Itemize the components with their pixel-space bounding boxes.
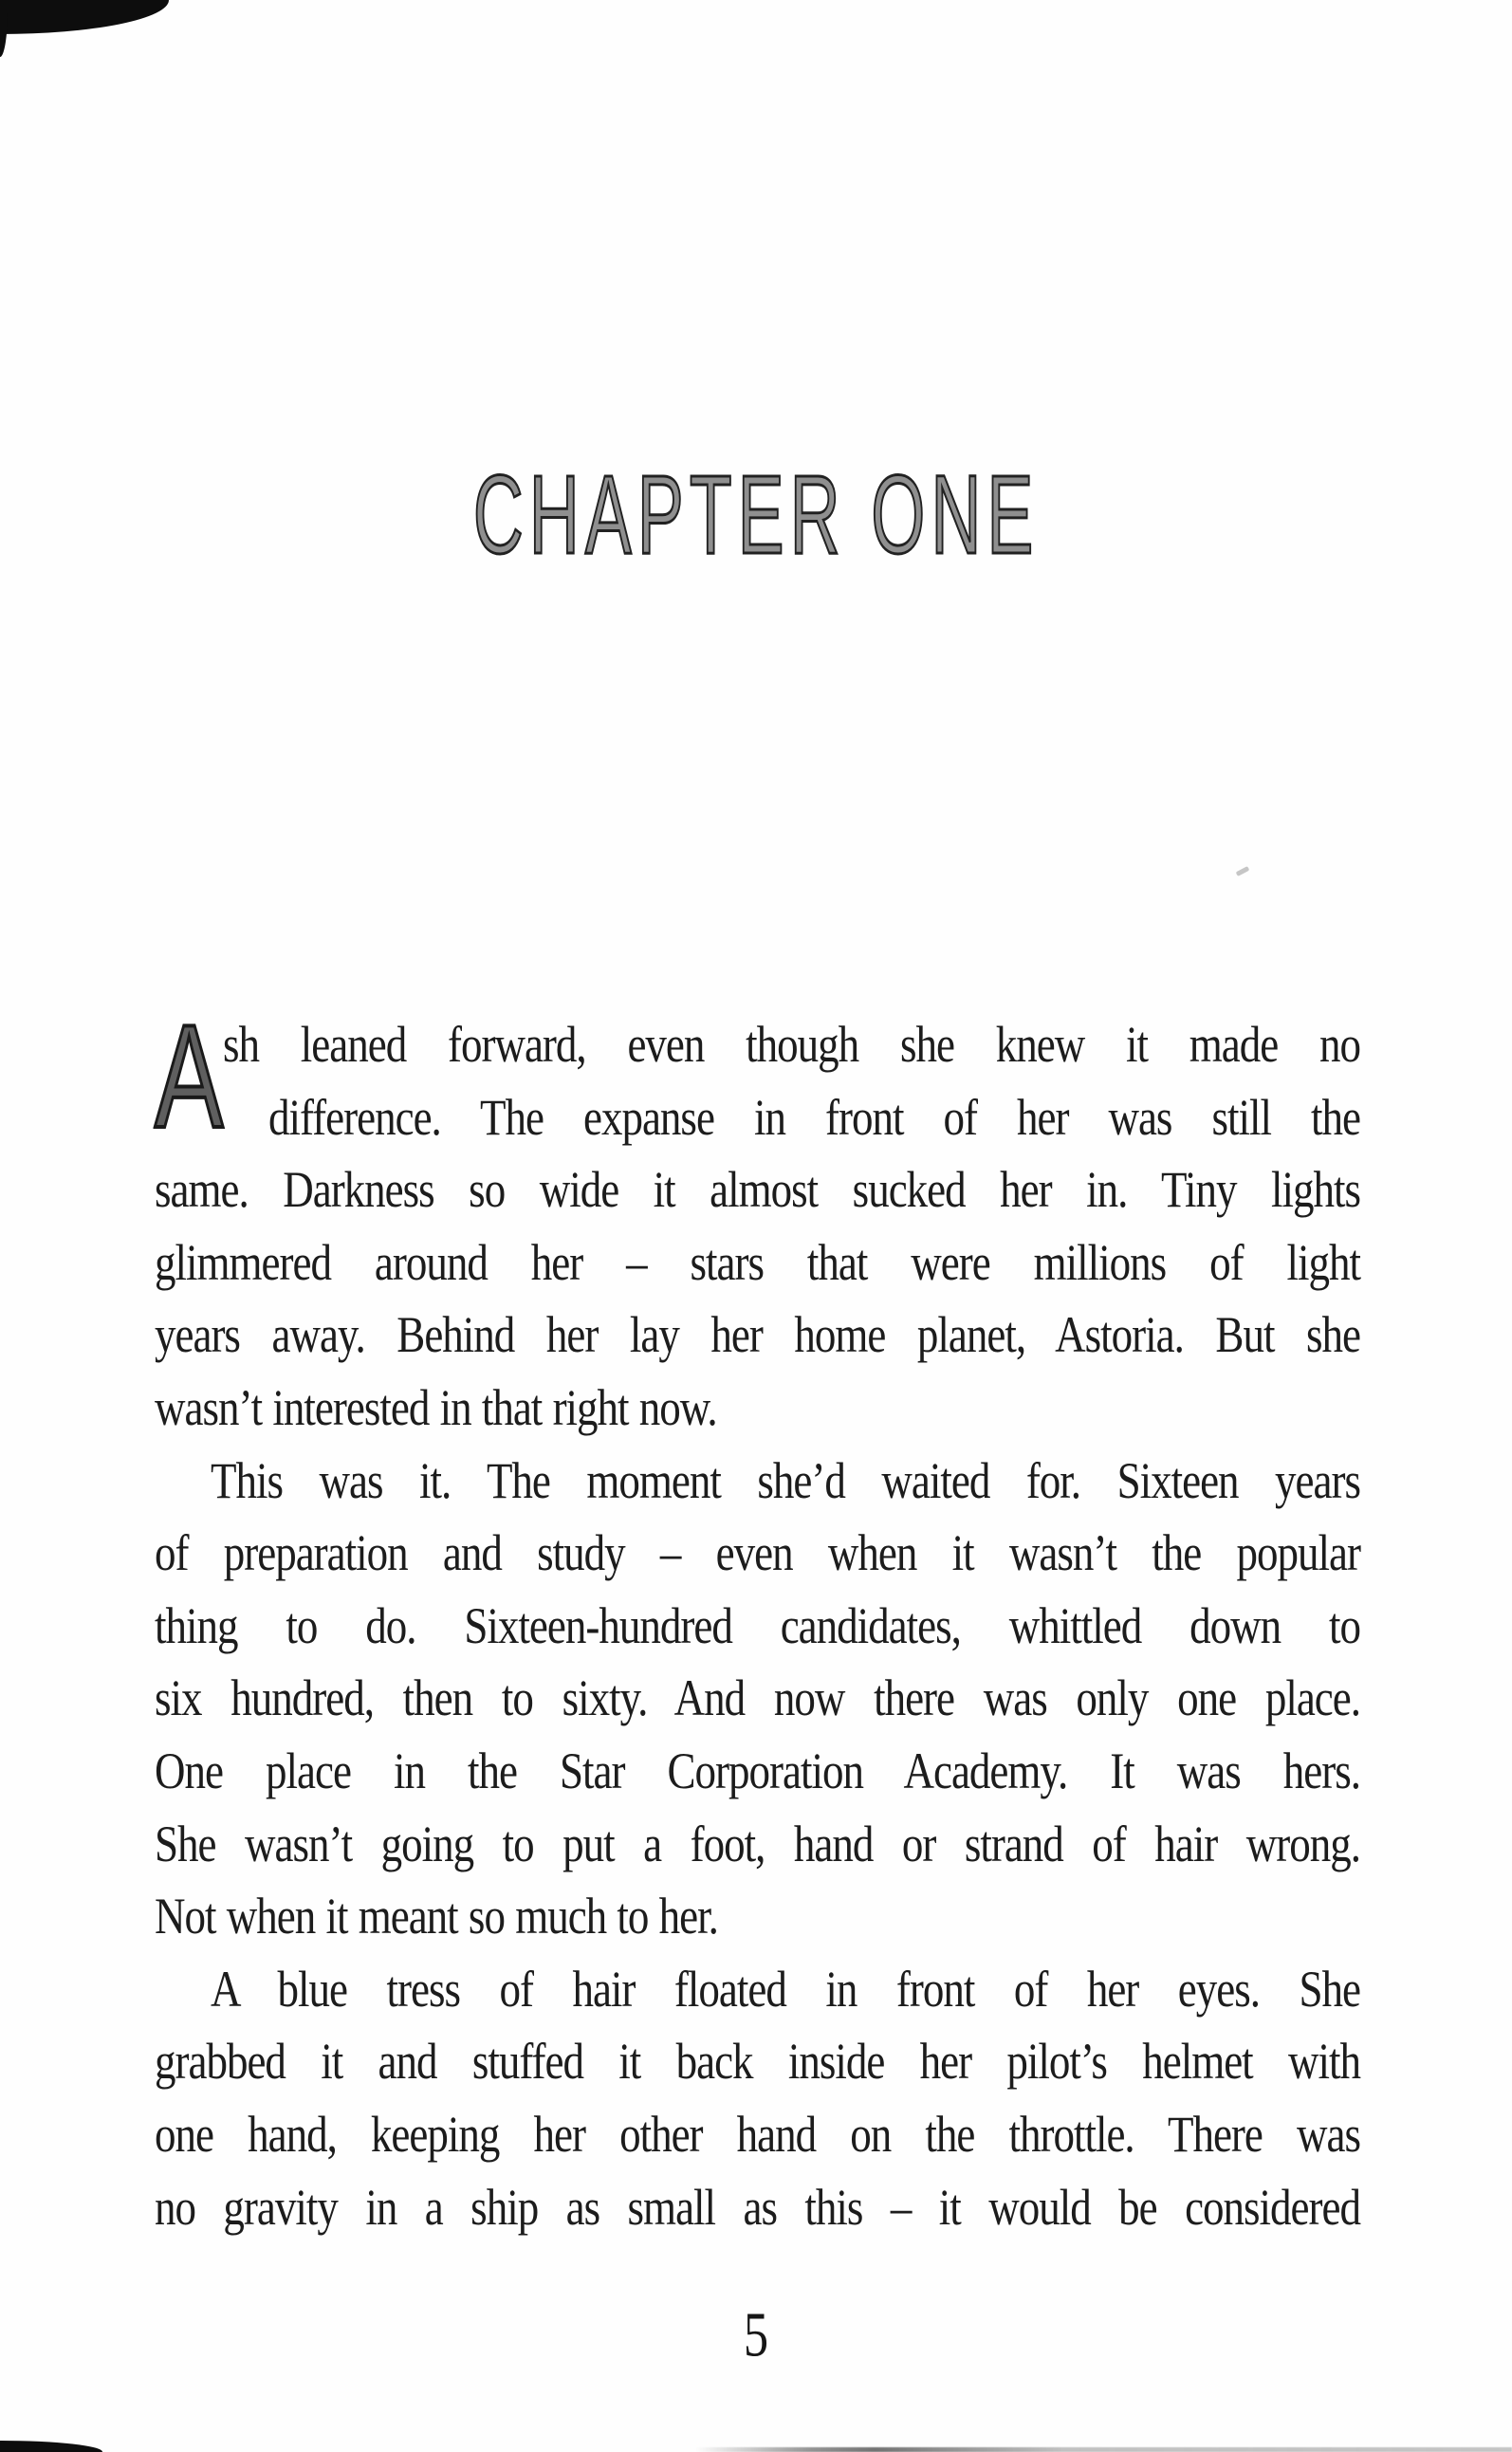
text-line: glimmered around her – stars that were millions of light: [155, 1233, 1360, 1291]
text-line: grabbed it and stuffed it back inside her pilot’s helmet with: [155, 2033, 1360, 2091]
paragraph-2: [155, 1445, 1360, 1953]
text-line: One place in the Star Corporation Academy. It was hers.: [155, 1742, 1360, 1799]
text-line: six hundred, then to sixty. And now there was only one place.: [155, 1669, 1360, 1727]
scan-artifact-left-edge: [0, 0, 8, 57]
text-line: A blue tress of hair floated in front of her eyes. She: [211, 1960, 1360, 2018]
text-line: same. Darkness so wide it almost sucked her in. Tiny lights: [155, 1161, 1360, 1219]
chapter-title-text: CHAPTER ONE: [472, 452, 1040, 578]
body-text-block: [155, 994, 1360, 2243]
paragraph-1: [155, 994, 1360, 1445]
page-number-text: 5: [743, 2298, 769, 2370]
text-line: years away. Behind her lay her home planet, Astoria. But she: [155, 1306, 1360, 1364]
text-line: one hand, keeping her other hand on the throttle. There was: [155, 2105, 1360, 2163]
text-line: This was it. The moment she’d waited for. Sixteen years: [211, 1451, 1360, 1509]
text-line: She wasn’t going to put a foot, hand or strand of hair wrong.: [155, 1815, 1360, 1872]
text-line: wasn’t interested in that right now.: [155, 1378, 717, 1436]
scan-artifact-stray-mark: [1236, 866, 1250, 876]
text-line: of preparation and study – even when it wasn’t the popular: [155, 1524, 1360, 1582]
page-number: [0, 2298, 1512, 2370]
text-line: no gravity in a ship as small as this – it would be considered: [155, 2178, 1360, 2236]
paragraph-3: [155, 1953, 1360, 2243]
chapter-title: [0, 452, 1512, 578]
text-line: difference. The expanse in front of her was still the: [268, 1088, 1360, 1146]
text-line: thing to do. Sixteen-hundred candidates, whittled down to: [155, 1596, 1360, 1654]
scan-artifact-bottom-left-corner: [0, 2441, 102, 2452]
text-line: sh leaned forward, even though she knew it made no: [223, 1015, 1360, 1073]
scan-artifact-top-left-corner: [0, 0, 169, 34]
text-line: Not when it meant so much to her.: [155, 1888, 718, 1945]
scan-artifact-bottom-edge: [695, 2447, 1512, 2452]
drop-cap: A: [155, 994, 224, 1158]
